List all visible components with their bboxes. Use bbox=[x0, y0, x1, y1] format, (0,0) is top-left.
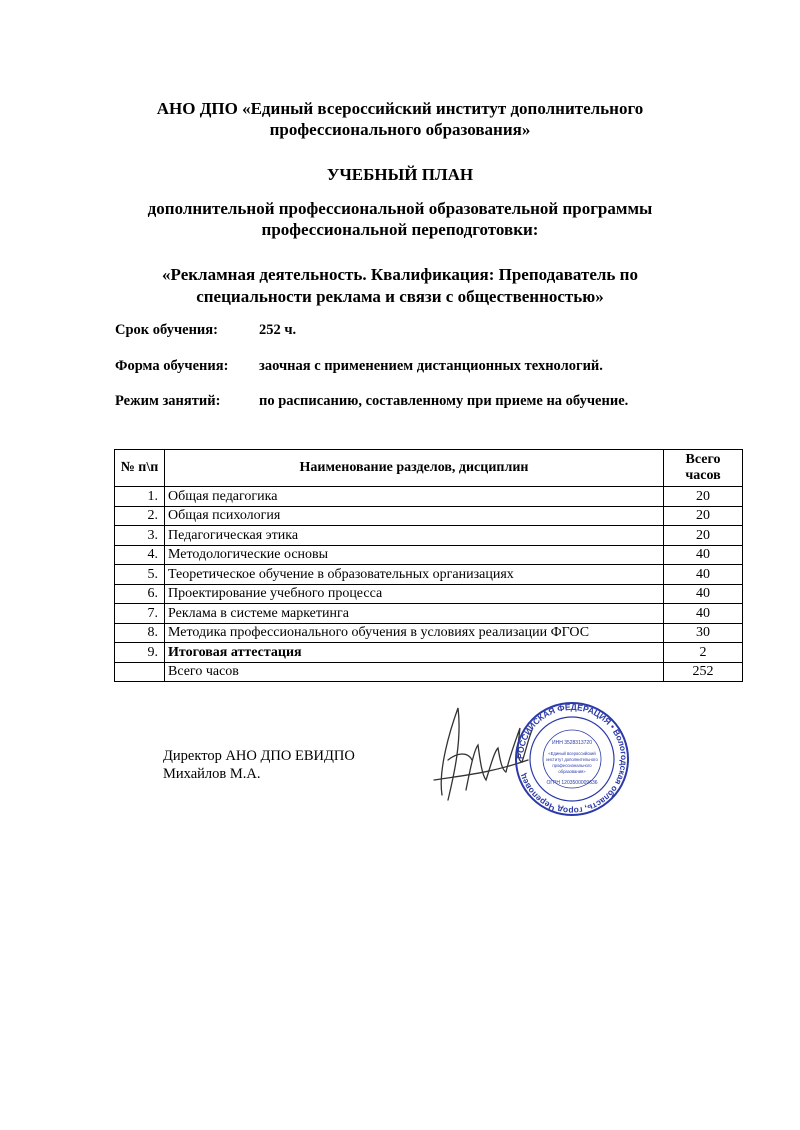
duration-row bbox=[115, 322, 297, 339]
total-label: Всего часов bbox=[165, 662, 664, 682]
table-row bbox=[115, 545, 743, 565]
svg-text:«Единый всероссийский: «Единый всероссийский bbox=[548, 751, 596, 756]
row-hours: 2 bbox=[664, 643, 743, 663]
form-row bbox=[115, 358, 603, 375]
header-hours: Всего часов bbox=[664, 450, 743, 487]
row-name: Реклама в системе маркетинга bbox=[165, 604, 664, 624]
form-label: Форма обучения: bbox=[115, 358, 229, 374]
director-name: Михайлов М.А. bbox=[163, 766, 261, 782]
table-row bbox=[115, 526, 743, 546]
duration-label: Срок обучения: bbox=[115, 322, 218, 338]
row-num: 6. bbox=[115, 584, 165, 604]
row-num: 5. bbox=[115, 565, 165, 585]
row-num: 9. bbox=[115, 643, 165, 663]
curriculum-table bbox=[114, 449, 743, 682]
mode-value: по расписанию, составленному при приеме на обучение. bbox=[259, 393, 629, 409]
mode-label: Режим занятий: bbox=[115, 393, 221, 409]
row-name: Общая педагогика bbox=[165, 487, 664, 507]
org-title-line2: профессионального образования» bbox=[269, 120, 531, 139]
total-num bbox=[115, 662, 165, 682]
row-hours: 30 bbox=[664, 623, 743, 643]
stamp-outer-text: РОССИЙСКАЯ ФЕДЕРАЦИЯ • Вологодская область, город Череповец bbox=[514, 701, 630, 817]
form-value: заочная с применением дистанционных технологий. bbox=[259, 358, 603, 374]
row-name: Итоговая аттестация bbox=[165, 643, 664, 663]
row-hours: 40 bbox=[664, 584, 743, 604]
row-num: 8. bbox=[115, 623, 165, 643]
org-title-line1: АНО ДПО «Единый всероссийский институт дополнительного bbox=[156, 99, 644, 118]
table-header-row bbox=[115, 450, 743, 487]
row-name: Проектирование учебного процесса bbox=[165, 584, 664, 604]
row-hours: 20 bbox=[664, 487, 743, 507]
table-row bbox=[115, 506, 743, 526]
header-name: Наименование разделов, дисциплин bbox=[165, 450, 664, 487]
director-position: Директор АНО ДПО ЕВИДПО bbox=[163, 748, 355, 764]
row-num: 1. bbox=[115, 487, 165, 507]
course-line1: «Рекламная деятельность. Квалификация: Преподаватель по bbox=[162, 265, 638, 284]
table-row bbox=[115, 487, 743, 507]
row-hours: 40 bbox=[664, 545, 743, 565]
stamp-inn: ИНН 3528313720 bbox=[551, 740, 593, 746]
svg-text:институт дополнительного: институт дополнительного bbox=[546, 757, 598, 762]
row-hours: 40 bbox=[664, 565, 743, 585]
duration-value: 252 ч. bbox=[259, 322, 297, 338]
table-row bbox=[115, 565, 743, 585]
row-num: 3. bbox=[115, 526, 165, 546]
row-name: Методологические основы bbox=[165, 545, 664, 565]
official-stamp bbox=[513, 700, 631, 818]
row-num: 2. bbox=[115, 506, 165, 526]
table-row bbox=[115, 584, 743, 604]
row-hours: 20 bbox=[664, 526, 743, 546]
row-name: Теоретическое обучение в образовательных организациях bbox=[165, 565, 664, 585]
row-num: 7. bbox=[115, 604, 165, 624]
header-num: № п\п bbox=[115, 450, 165, 487]
row-num: 4. bbox=[115, 545, 165, 565]
plan-title: УЧЕБНЫЙ ПЛАН bbox=[326, 165, 474, 184]
stamp-ogrn: ОГРН 1203500009636 bbox=[546, 780, 598, 786]
row-hours: 40 bbox=[664, 604, 743, 624]
mode-row bbox=[115, 393, 629, 410]
svg-text:профессионального: профессионального bbox=[552, 763, 592, 768]
total-hours: 252 bbox=[664, 662, 743, 682]
table-row bbox=[115, 604, 743, 624]
table-row bbox=[115, 623, 743, 643]
table-row bbox=[115, 643, 743, 663]
svg-text:образования»: образования» bbox=[558, 769, 586, 774]
program-line1: дополнительной профессиональной образовательной программы bbox=[147, 199, 653, 218]
row-name: Общая психология bbox=[165, 506, 664, 526]
program-line2: профессиональной переподготовки: bbox=[261, 220, 539, 239]
row-hours: 20 bbox=[664, 506, 743, 526]
row-name: Методика профессионального обучения в условиях реализации ФГОС bbox=[165, 623, 664, 643]
table-total-row bbox=[115, 662, 743, 682]
course-line2: специальности реклама и связи с общественностью» bbox=[196, 287, 604, 306]
row-name: Педагогическая этика bbox=[165, 526, 664, 546]
